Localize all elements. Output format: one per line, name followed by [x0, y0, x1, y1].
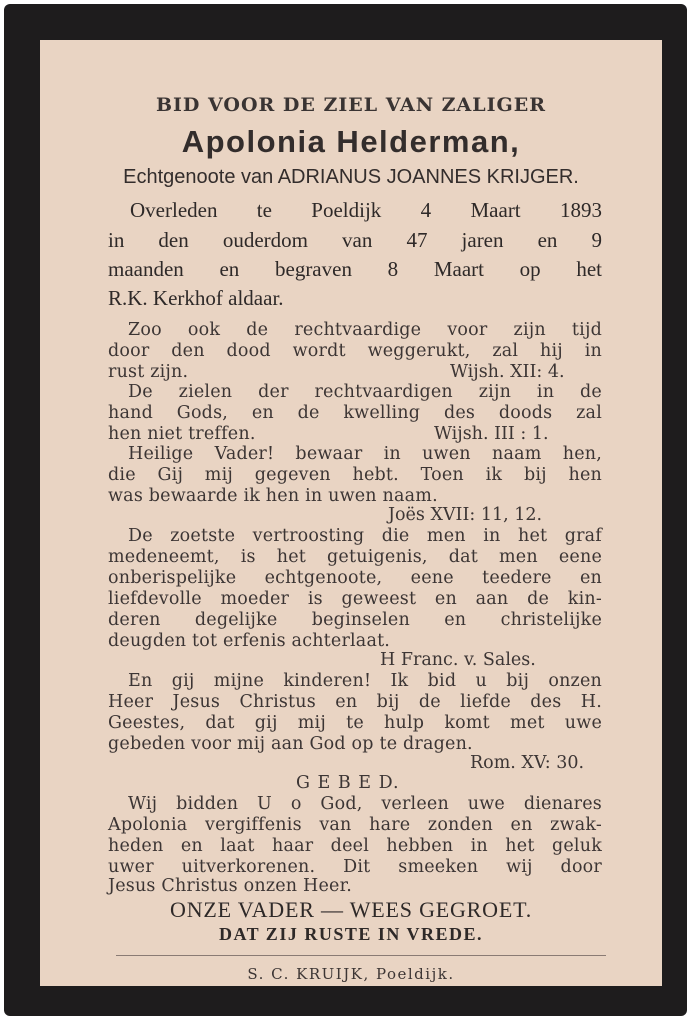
intro-line: maanden en begraven 8 Maart op het [108, 257, 602, 281]
prayer-line: uwer uitverkorenen. Dit smeeken wij door [108, 857, 602, 877]
quote-reference: Wijsh. XII: 4. [450, 362, 565, 382]
quote-line: Zoo ook de rechtvaardige voor zijn tijd [128, 320, 602, 340]
quote-line: medeneemt, is het getuigenis, dat men eene [108, 547, 602, 567]
intro-line: R.K. Kerkhof aldaar. [108, 286, 284, 310]
prayer-title: G E B E D. [296, 773, 400, 793]
quote-line: deren degelijke beginselen en christelijke [108, 610, 602, 630]
rest-in-peace-line: DAT ZIJ RUSTE IN VREDE. [218, 924, 484, 944]
prayer-line: Wij bidden U o God, verleen uwe dienares [128, 794, 602, 814]
quote-line: deugden tot erfenis achterlaat. [108, 631, 391, 651]
quote-line: door den dood wordt weggerukt, zal hij in [108, 341, 602, 361]
quote-reference: Joës XVII: 11, 12. [388, 505, 543, 525]
quote-line: gebeden voor mij aan God op te dragen. [108, 734, 473, 754]
printer-imprint: S. C. KRUIJK, Poeldijk. [247, 965, 455, 983]
quote-line: liefdevolle moeder is geweest en aan de kin- [108, 589, 602, 609]
quote-reference: Rom. XV: 30. [470, 753, 585, 773]
quote-line: En gij mijne kinderen! Ik bid u bij onzen [128, 671, 602, 691]
quote-line: hen niet treffen. [108, 424, 256, 444]
intro-line: in den ouderdom van 47 jaren en 9 [108, 228, 602, 252]
closing-prayer-line: ONZE VADER — WEES GEGROET. [170, 897, 532, 922]
intro-line: Overleden te Poeldijk 4 Maart 1893 [130, 198, 602, 222]
quote-line: hand Gods, en de kwelling des doods zal [108, 403, 602, 423]
quote-reference: H Franc. v. Sales. [380, 650, 536, 670]
deceased-name: Apolonia Helderman, [181, 124, 521, 159]
quote-line: die Gij mij gegeven hebt. Toen ik bij hen [108, 465, 602, 485]
prayer-line: heden en laat haar deel hebben in het geluk [108, 836, 602, 856]
quote-line: rust zijn. [108, 362, 189, 382]
quote-line: was bewaarde ik hen in uwen naam. [108, 486, 438, 506]
quote-line: Geestes, dat gij mij te hulp komt met uwe [108, 713, 602, 733]
quote-reference: Wijsh. III : 1. [434, 424, 549, 444]
prayer-line: Apolonia vergiffenis van hare zonden en zwak- [108, 815, 602, 835]
spouse-line: Echtgenoote van ADRIANUS JOANNES KRIJGER. [123, 166, 579, 188]
quote-line: De zielen der rechtvaardigen zijn in de [128, 382, 602, 402]
quote-line: De zoetste vertroosting die men in het graf [128, 526, 602, 546]
quote-line: Heer Jesus Christus en bij de liefde des H. [108, 692, 602, 712]
prayer-line: Jesus Christus onzen Heer. [108, 876, 353, 896]
quote-line: onberispelijke echtgenoote, eene teedere en [108, 568, 602, 588]
quote-line: Heilige Vader! bewaar in uwen naam hen, [128, 444, 602, 464]
divider-rule [116, 955, 606, 956]
header-line: BID VOOR DE ZIEL VAN ZALIGER [155, 94, 547, 116]
